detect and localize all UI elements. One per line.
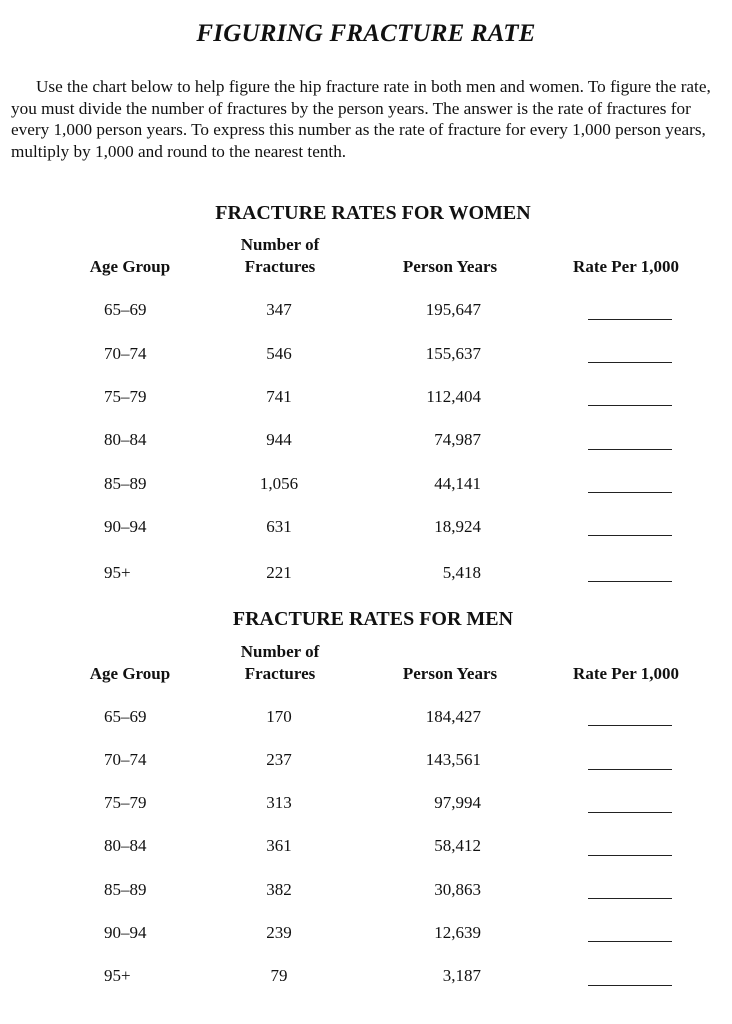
- header-fractures-line2: Fractures: [244, 664, 316, 683]
- rate-answer-blank[interactable]: [588, 405, 672, 406]
- women-header-age-group: Age Group: [89, 257, 171, 276]
- men-header-rate: Rate Per 1,000: [573, 664, 679, 683]
- rate-answer-blank[interactable]: [588, 362, 672, 363]
- person-years-cell: 74,987: [434, 430, 481, 449]
- fractures-cell: 239: [266, 923, 292, 942]
- person-years-cell: 97,994: [434, 793, 481, 812]
- women-section-title: FRACTURE RATES FOR WOMEN: [215, 202, 531, 224]
- person-years-cell: 18,924: [434, 517, 481, 536]
- person-years-cell: 58,412: [434, 836, 481, 855]
- person-years-cell: 44,141: [434, 474, 481, 493]
- rate-answer-blank[interactable]: [588, 492, 672, 493]
- header-fractures-line2: Fractures: [244, 257, 316, 276]
- fractures-cell: 382: [266, 880, 292, 899]
- age-group-cell: 90–94: [104, 517, 147, 536]
- fractures-cell: 347: [266, 300, 292, 319]
- person-years-cell: 143,561: [425, 750, 481, 769]
- rate-answer-blank[interactable]: [588, 898, 672, 899]
- men-header-person-years: Person Years: [402, 664, 498, 683]
- header-fractures-line1: Number of: [240, 642, 320, 661]
- age-group-cell: 85–89: [104, 880, 147, 899]
- fractures-cell: 79: [270, 966, 288, 985]
- age-group-cell: 80–84: [104, 836, 147, 855]
- age-group-cell: 75–79: [104, 387, 147, 406]
- age-group-cell: 95+: [104, 966, 131, 985]
- age-group-cell: 85–89: [104, 474, 147, 493]
- fractures-cell: 313: [266, 793, 292, 812]
- rate-answer-blank[interactable]: [588, 319, 672, 320]
- men-header-age-group: Age Group: [89, 664, 171, 683]
- age-group-cell: 75–79: [104, 793, 147, 812]
- fractures-cell: 546: [266, 344, 292, 363]
- person-years-cell: 3,187: [442, 966, 481, 985]
- fractures-cell: 944: [266, 430, 292, 449]
- header-fractures-line1: Number of: [240, 235, 320, 254]
- fractures-cell: 631: [266, 517, 292, 536]
- men-header-fractures: [210, 641, 350, 685]
- person-years-cell: 5,418: [442, 563, 481, 582]
- women-header-rate: Rate Per 1,000: [573, 257, 679, 276]
- men-section-title: FRACTURE RATES FOR MEN: [232, 608, 514, 630]
- person-years-cell: 112,404: [426, 387, 481, 406]
- person-years-cell: 184,427: [425, 707, 481, 726]
- women-header-fractures: [210, 234, 350, 278]
- rate-answer-blank[interactable]: [588, 581, 672, 582]
- page-title: FIGURING FRACTURE RATE: [196, 20, 536, 47]
- rate-answer-blank[interactable]: [588, 769, 672, 770]
- intro-paragraph: Use the chart below to help figure the hip fracture rate in both men and women. To figure the rate, you must divide the number of fractures by the person years. The answer is the rate of fractures for every 1,000 person years. To express this number as the rate of fracture for every 1,000 person years, multiply by 1,000 and round to the nearest tenth.: [11, 77, 711, 161]
- women-header-person-years: Person Years: [402, 257, 498, 276]
- rate-answer-blank[interactable]: [588, 812, 672, 813]
- fractures-cell: 741: [266, 387, 292, 406]
- fractures-cell: 237: [266, 750, 292, 769]
- age-group-cell: 80–84: [104, 430, 147, 449]
- rate-answer-blank[interactable]: [588, 855, 672, 856]
- rate-answer-blank[interactable]: [588, 449, 672, 450]
- age-group-cell: 65–69: [104, 300, 147, 319]
- fractures-cell: 361: [266, 836, 292, 855]
- age-group-cell: 70–74: [104, 344, 147, 363]
- person-years-cell: 30,863: [434, 880, 481, 899]
- person-years-cell: 155,637: [425, 344, 481, 363]
- rate-answer-blank[interactable]: [588, 941, 672, 942]
- age-group-cell: 65–69: [104, 707, 147, 726]
- age-group-cell: 90–94: [104, 923, 147, 942]
- age-group-cell: 95+: [104, 563, 131, 582]
- fractures-cell: 221: [266, 563, 292, 582]
- fractures-cell: 170: [266, 707, 292, 726]
- rate-answer-blank[interactable]: [588, 985, 672, 986]
- age-group-cell: 70–74: [104, 750, 147, 769]
- fractures-cell: 1,056: [259, 474, 299, 493]
- person-years-cell: 195,647: [425, 300, 481, 319]
- rate-answer-blank[interactable]: [588, 725, 672, 726]
- person-years-cell: 12,639: [434, 923, 481, 942]
- rate-answer-blank[interactable]: [588, 535, 672, 536]
